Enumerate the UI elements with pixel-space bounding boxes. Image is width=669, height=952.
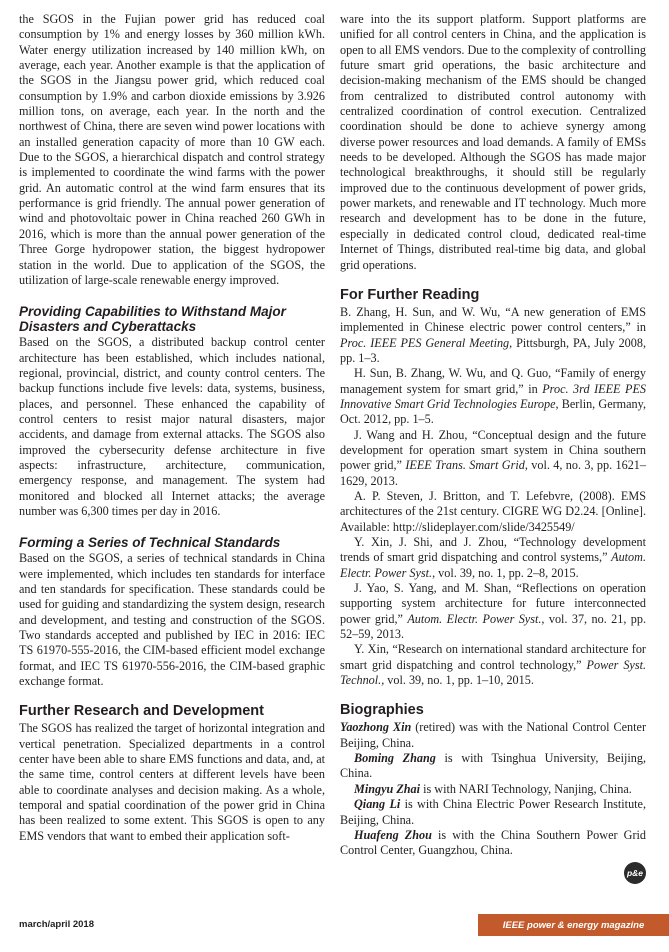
reference-text: A. P. Steven, J. Britton, and T. Lefebvre, (2008). EMS architectures of the 21st century. CIGRE WG D2.24. [Online]. Available: http://slideplayer.com/slide/3425549/ — [340, 488, 646, 534]
biography-name: Boming Zhang — [354, 751, 436, 766]
intro-paragraph: the SGOS in the Fujian power grid has reduced coal consumption by 1% and energy losses by 360 million kWh. Water energy utilization increased by 140 million kWh, on average, each year. Another example is that the application of the SGOS in the Jiangsu power grid, which reduced coal consumption by 1.9% and carbon dioxide emissions by 3.926 million tons, on average, each year. In the north and the northwest of China, there are seven wind power locations with an installed generation capacity of more than 10 GW each. Due to the SGOS, a hierarchical dispatch and control strategy is implemented to coordinate the wind farms with the power grid. An automatic control at the wind farm ensures that its performance is grid friendly. The annual power generation of wind and photovoltaic power in China reached 260 GWh in 2016, which is more than the annual power generation of the Three Gorge hydropower station, the biggest hydropower station in the world. Due to application of the SGOS, the utilization of large-scale renewable energy improved. — [19, 12, 325, 287]
biography-item — [340, 720, 646, 751]
reference-list — [340, 305, 646, 689]
section-heading-standards: Forming a Series of Technical Standards — [19, 535, 281, 551]
reference-source: Autom. Electr. Power Syst. — [407, 611, 542, 626]
reference-source: Proc. IEEE PES General Meeting — [340, 335, 510, 350]
reference-source: Power Syst. Technol. — [340, 657, 646, 688]
reference-details: , vol. 37, no. 21, pp. 52–59, 2013. — [340, 611, 647, 642]
reference-details: , vol. 4, no. 3, pp. 1621–1629, 2013. — [340, 458, 646, 488]
reference-item — [340, 642, 646, 688]
biography-name: Yaozhong Xin — [340, 720, 412, 735]
biography-text: (retired) was with the National Control Center Beijing, China. — [340, 720, 647, 750]
section-heading-disasters: Providing Capabilities to Withstand Major Disasters and Cyberattacks — [19, 304, 286, 335]
biography-list — [340, 720, 646, 858]
reference-source: IEEE Trans. Smart Grid — [405, 458, 525, 473]
continued-paragraph: ware into the its support platform. Support platforms are unified for all control centers in China, and the application is open to all EMS vendors. Due to the complexity of controlling future smart grid operations, the basic architecture and decision-making mechanism of the EMS should be changed from centralized to distributed control autonomy with centralized coordination of control execution. Centralized coordination should be done to achieve synergy among diverse power resources and load demands. A family of EMSs needs to be developed. Although the SGOS has made major technological breakthroughs, it should still be regularly improved due to the continuous development of power grids, power markets, and renewable and IT technology. Much more research and development has to be done in the future, especially in dedicated control cloud, dedicated real-time Internet of Things, distributed real-time big data, and global grid operations. — [340, 12, 646, 272]
footer-magazine: IEEE power & energy magazine — [478, 914, 669, 936]
biography-item — [340, 828, 646, 859]
left-column — [19, 12, 325, 844]
further-reading-heading: For Further Reading — [340, 286, 480, 303]
reference-item — [340, 305, 646, 366]
biography-name: Qiang Li — [354, 797, 401, 812]
footer-issue: march/april 2018 — [19, 919, 94, 930]
reference-details: , Pittsburgh, PA, July 2008, pp. 1–3. — [340, 335, 647, 365]
biography-item — [340, 797, 646, 828]
biography-name: Mingyu Zhai — [354, 781, 421, 796]
reference-source: Autom. Electr. Power Syst. — [340, 550, 646, 580]
biography-item — [340, 751, 646, 782]
end-mark-icon: p&e — [624, 862, 646, 884]
biography-text: is with the China Southern Power Grid Control Center, Guangzhou, China. — [340, 827, 646, 858]
biography-text: is with Tsinghua University, Beijing, China. — [340, 751, 646, 781]
reference-text: H. Sun, B. Zhang, W. Wu, and Q. Guo, “Family of energy management system for smart grid,” in — [340, 366, 646, 396]
reference-text: B. Zhang, H. Sun, and W. Wu, “A new generation of EMS implemented in Chinese electric power control centers,” in — [340, 304, 646, 335]
biographies-heading: Biographies — [340, 702, 424, 719]
reference-item — [340, 428, 646, 489]
section-body-standards: Based on the SGOS, a series of technical standards in China were implemented, which includes ten standards for interface and ten standards for specification. These standards could be used for guiding and standardizing the system design, research and development, and testing and construction of the SGOS. Two standards accepted and published by IEC in 2016: IEC TS 61970-555-2016, the CIM-based efficient model exchange format, and IEC TS 61970-556-2016, the CIM-based graphic exchange format. — [19, 551, 325, 689]
reference-item — [340, 489, 646, 535]
section-heading-further-research: Further Research and Development — [19, 703, 264, 720]
reference-item — [340, 535, 646, 581]
reference-details: , vol. 39, no. 1, pp. 1–10, 2015. — [381, 673, 534, 688]
biography-item — [340, 782, 646, 797]
section-body-further-research: The SGOS has realized the target of horizontal integration and vertical penetration. Specialized departments in a control center have been able to share EMS functions and data, and, at the same time, control centers at different levels have been able to coordinate analyses and decision making. As a whole, temporal and spatial coordination of the power grid in China has been realized to some extent. This SGOS is open to any EMS vendors that want to embed their application soft- — [19, 721, 325, 843]
reference-details: , Berlin, Germany, Oct. 2012, pp. 1–5. — [340, 396, 646, 427]
reference-text: Y. Xin, J. Shi, and J. Zhou, “Technology development trends of smart grid dispatching and control systems,” — [340, 535, 646, 565]
biography-name: Huafeng Zhou — [354, 827, 432, 842]
right-column — [340, 12, 646, 859]
section-body-disasters: Based on the SGOS, a distributed backup control center architecture has been established, which includes national, regional, provincial, district, and county control centers. The backup functions include five levels: data, systems, business, places, and personnel. These enhanced the capability of control centers to resist major natural disasters, major accidents, and damage from external attacks. The SGOS also improved the cybersecurity defense architecture in five aspects: infrastructure, architecture, communication, emergency response, and management. The system had monitored and blocked all Internet attacks; the average number was 6,300 times per day in 2016. — [19, 335, 325, 518]
reference-source: Proc. 3rd IEEE PES Innovative Smart Grid Technologies Europe — [340, 381, 646, 411]
reference-item — [340, 366, 646, 427]
reference-text: Y. Xin, “Research on international standard architecture for smart grid dispatching and control technology,” — [340, 642, 646, 672]
biography-text: is with China Electric Power Research Institute, Beijing, China. — [340, 797, 647, 827]
reference-item — [340, 581, 646, 642]
reference-text: J. Yao, S. Yang, and M. Shan, “Reflections on operation supporting system architecture for future interconnected power grid,” — [340, 581, 646, 626]
reference-text: J. Wang and H. Zhou, “Conceptual design and the future development for operation smart system in China southern power grid,” — [340, 427, 646, 473]
reference-details: , vol. 39, no. 1, pp. 2–8, 2015. — [432, 565, 579, 580]
biography-text: is with NARI Technology, Nanjing, China. — [420, 781, 632, 796]
